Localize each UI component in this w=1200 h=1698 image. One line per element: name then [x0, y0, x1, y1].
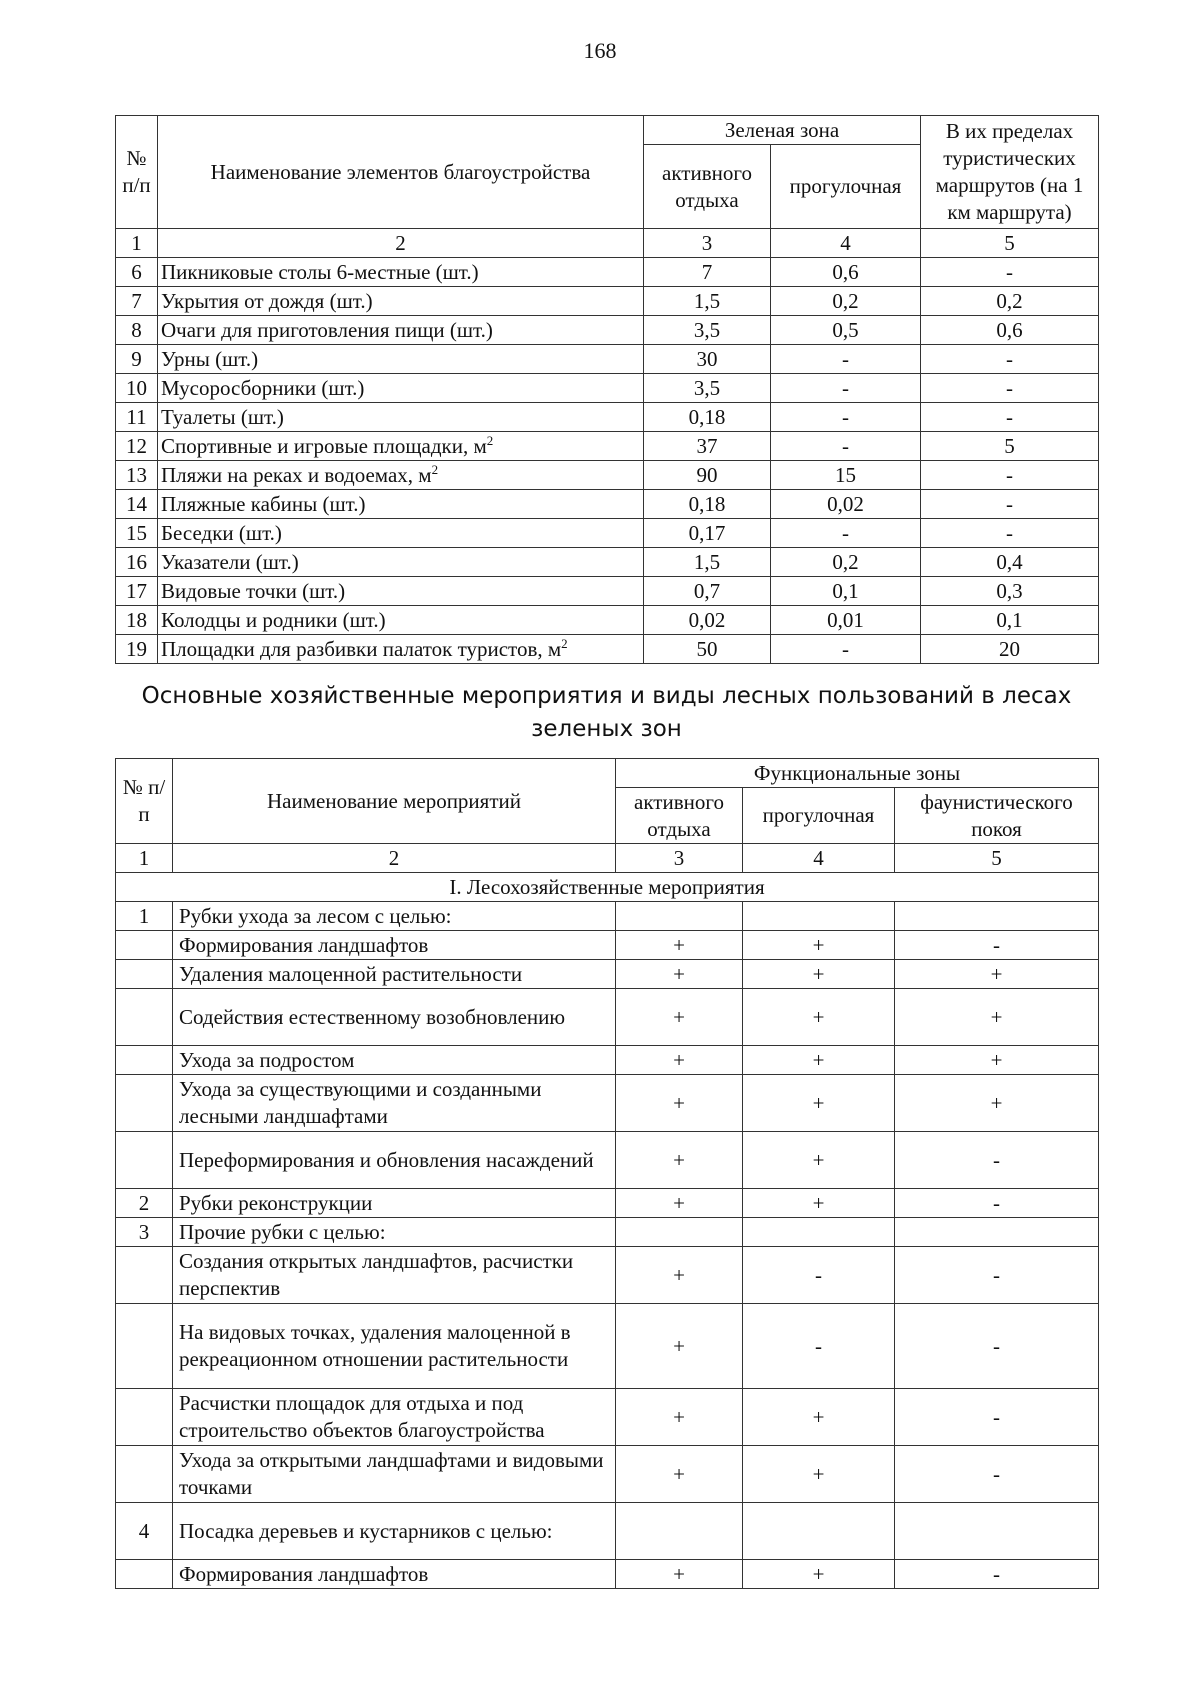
col-number: 1 — [116, 844, 173, 873]
row-routes: - — [921, 519, 1099, 548]
table-row — [116, 577, 1099, 606]
row-active: + — [616, 1446, 743, 1503]
row-name-text: Укрытия от дождя (шт.) — [161, 288, 373, 313]
row-walking — [743, 902, 895, 931]
row-name: На видовых точках, удаления малоценной в рекреационном отношении растительности — [173, 1304, 616, 1389]
row-name — [158, 316, 644, 345]
row-faunal: - — [895, 1560, 1099, 1589]
row-active: 0,18 — [644, 403, 771, 432]
row-walking: 0,5 — [771, 316, 921, 345]
row-walking: + — [743, 1446, 895, 1503]
row-number: 2 — [116, 1189, 173, 1218]
row-name: Рубки реконструкции — [173, 1189, 616, 1218]
row-number: 9 — [116, 345, 158, 374]
row-active: 3,5 — [644, 316, 771, 345]
row-active: + — [616, 1560, 743, 1589]
row-walking: 0,02 — [771, 490, 921, 519]
header-name: Наименование мероприятий — [173, 759, 616, 844]
row-name — [158, 606, 644, 635]
row-walking: + — [743, 1189, 895, 1218]
row-name — [158, 287, 644, 316]
row-walking: + — [743, 1075, 895, 1132]
row-number — [116, 1075, 173, 1132]
row-routes: 5 — [921, 432, 1099, 461]
row-active: 0,02 — [644, 606, 771, 635]
row-faunal: - — [895, 931, 1099, 960]
table-row — [116, 1247, 1099, 1304]
table-row — [116, 258, 1099, 287]
row-faunal: + — [895, 989, 1099, 1046]
header-name: Наименование элементов благоустройства — [158, 116, 644, 229]
row-walking: + — [743, 989, 895, 1046]
row-faunal: - — [895, 1389, 1099, 1446]
table-row — [116, 403, 1099, 432]
header-walking: прогулочная — [743, 788, 895, 844]
row-name-text: Указатели (шт.) — [161, 549, 299, 574]
row-active: + — [616, 1304, 743, 1389]
row-number — [116, 989, 173, 1046]
row-active: 90 — [644, 461, 771, 490]
row-name: Содействия естественному возобновлению — [173, 989, 616, 1046]
header-faunal: фаунистического покоя — [895, 788, 1099, 844]
section-row — [116, 873, 1099, 902]
row-faunal: - — [895, 1132, 1099, 1189]
table-row — [116, 1132, 1099, 1189]
table-row — [116, 1218, 1099, 1247]
row-active — [616, 1503, 743, 1560]
row-faunal — [895, 1218, 1099, 1247]
row-name-text: Мусоросборники (шт.) — [161, 375, 365, 400]
row-number: 16 — [116, 548, 158, 577]
row-faunal: - — [895, 1304, 1099, 1389]
row-routes: - — [921, 461, 1099, 490]
row-active: 37 — [644, 432, 771, 461]
row-faunal: + — [895, 960, 1099, 989]
section-title: Основные хозяйственные мероприятия и виды лесных пользований в лесах зеленых зон — [141, 683, 1072, 742]
row-name — [158, 258, 644, 287]
row-number — [116, 931, 173, 960]
row-faunal: - — [895, 1189, 1099, 1218]
row-walking: - — [771, 635, 921, 664]
row-number — [116, 1247, 173, 1304]
row-name-text: Урны (шт.) — [161, 346, 259, 371]
row-number: 18 — [116, 606, 158, 635]
row-active: 1,5 — [644, 287, 771, 316]
row-number: 13 — [116, 461, 158, 490]
row-active: + — [616, 989, 743, 1046]
row-routes: - — [921, 490, 1099, 519]
table-row — [116, 548, 1099, 577]
table-row — [116, 432, 1099, 461]
row-faunal: - — [895, 1446, 1099, 1503]
col-number: 1 — [116, 229, 158, 258]
row-walking: + — [743, 1132, 895, 1189]
row-routes: 0,4 — [921, 548, 1099, 577]
row-number: 12 — [116, 432, 158, 461]
row-name: Удаления малоценной растительности — [173, 960, 616, 989]
row-walking: + — [743, 1389, 895, 1446]
col-number: 4 — [743, 844, 895, 873]
table-row — [116, 1189, 1099, 1218]
row-active: + — [616, 1075, 743, 1132]
row-name-sup: 2 — [486, 432, 494, 448]
row-walking: + — [743, 1560, 895, 1589]
row-active: + — [616, 1247, 743, 1304]
row-active: + — [616, 1189, 743, 1218]
header-active: активного отдыха — [616, 788, 743, 844]
row-routes: 20 — [921, 635, 1099, 664]
activities-table — [115, 758, 1099, 1589]
row-name — [158, 548, 644, 577]
table-row — [116, 461, 1099, 490]
row-walking: - — [743, 1247, 895, 1304]
row-number — [116, 1446, 173, 1503]
header-walking: прогулочная — [771, 145, 921, 229]
row-name — [158, 374, 644, 403]
section-heading: I. Лесохозяйственные мероприятия — [116, 873, 1099, 902]
row-walking: 0,6 — [771, 258, 921, 287]
row-routes: 0,1 — [921, 606, 1099, 635]
col-number: 3 — [616, 844, 743, 873]
row-name: Формирования ландшафтов — [173, 931, 616, 960]
row-number: 3 — [116, 1218, 173, 1247]
col-number: 5 — [921, 229, 1099, 258]
row-name-text: Беседки (шт.) — [161, 520, 282, 545]
table-row — [116, 989, 1099, 1046]
row-number: 8 — [116, 316, 158, 345]
row-name: Ухода за открытыми ландшафтами и видовыми точками — [173, 1446, 616, 1503]
row-number: 1 — [116, 902, 173, 931]
row-name-text: Спортивные и игровые площадки, м — [161, 433, 487, 458]
row-name — [158, 432, 644, 461]
row-walking — [743, 1218, 895, 1247]
row-active: 0,18 — [644, 490, 771, 519]
row-name: Переформирования и обновления насаждений — [173, 1132, 616, 1189]
header-num: № п/п — [116, 116, 158, 229]
row-number — [116, 960, 173, 989]
row-active: + — [616, 931, 743, 960]
row-routes: - — [921, 258, 1099, 287]
row-name: Ухода за существующими и созданными лесными ландшафтами — [173, 1075, 616, 1132]
row-name-text: Колодцы и родники (шт.) — [161, 607, 386, 632]
amenities-table — [115, 115, 1099, 664]
row-name: Рубки ухода за лесом с целью: — [173, 902, 616, 931]
row-walking: 0,2 — [771, 548, 921, 577]
row-name-text: Пикниковые столы 6-местные (шт.) — [161, 259, 479, 284]
row-number: 10 — [116, 374, 158, 403]
table-row — [116, 1503, 1099, 1560]
row-active: 30 — [644, 345, 771, 374]
header-routes: В их пределах туристических маршрутов (на 1 км маршрута) — [921, 116, 1099, 229]
row-routes: 0,2 — [921, 287, 1099, 316]
row-active: 7 — [644, 258, 771, 287]
row-active — [616, 902, 743, 931]
table-row — [116, 635, 1099, 664]
table-row — [116, 519, 1099, 548]
table-row — [116, 931, 1099, 960]
col-number: 5 — [895, 844, 1099, 873]
col-number: 3 — [644, 229, 771, 258]
row-name — [158, 403, 644, 432]
col-number: 2 — [173, 844, 616, 873]
row-faunal — [895, 1503, 1099, 1560]
row-name: Расчистки площадок для отдыха и под строительство объектов благоустройства — [173, 1389, 616, 1446]
row-faunal: - — [895, 1247, 1099, 1304]
table-row — [116, 606, 1099, 635]
row-name: Формирования ландшафтов — [173, 1560, 616, 1589]
row-number: 7 — [116, 287, 158, 316]
row-number: 17 — [116, 577, 158, 606]
row-walking: - — [771, 345, 921, 374]
row-walking: 15 — [771, 461, 921, 490]
row-walking: + — [743, 931, 895, 960]
row-faunal: + — [895, 1046, 1099, 1075]
table-row — [116, 1304, 1099, 1389]
header-functional-zones: Функциональные зоны — [616, 759, 1099, 788]
row-routes: 0,6 — [921, 316, 1099, 345]
row-active: 50 — [644, 635, 771, 664]
row-number — [116, 1046, 173, 1075]
table-row — [116, 960, 1099, 989]
page-number: 168 — [583, 38, 617, 63]
row-name: Прочие рубки с целью: — [173, 1218, 616, 1247]
col-number: 2 — [158, 229, 644, 258]
row-number: 19 — [116, 635, 158, 664]
table-row — [116, 374, 1099, 403]
table-row — [116, 345, 1099, 374]
table-row — [116, 902, 1099, 931]
row-walking: - — [771, 403, 921, 432]
row-walking: 0,1 — [771, 577, 921, 606]
row-name-sup: 2 — [561, 635, 568, 651]
row-name-text: Туалеты (шт.) — [161, 404, 284, 429]
row-name-sup: 2 — [431, 461, 439, 477]
table-row — [116, 1046, 1099, 1075]
row-active: 0,17 — [644, 519, 771, 548]
header-active: активного отдыха — [644, 145, 771, 229]
row-name — [158, 461, 644, 490]
table-row — [116, 1560, 1099, 1589]
row-walking: + — [743, 1046, 895, 1075]
row-name-text: Пляжные кабины (шт.) — [161, 491, 366, 516]
row-routes: - — [921, 345, 1099, 374]
table-row — [116, 1075, 1099, 1132]
row-name-text: Площадки для разбивки палаток туристов, м — [161, 636, 562, 661]
row-walking: - — [771, 519, 921, 548]
table-row — [116, 1389, 1099, 1446]
row-active: + — [616, 1132, 743, 1189]
row-active: + — [616, 960, 743, 989]
row-name: Ухода за подростом — [173, 1046, 616, 1075]
row-walking: 0,01 — [771, 606, 921, 635]
row-faunal — [895, 902, 1099, 931]
row-active: 0,7 — [644, 577, 771, 606]
row-name — [158, 577, 644, 606]
row-active — [616, 1218, 743, 1247]
row-routes: 0,3 — [921, 577, 1099, 606]
row-routes: - — [921, 403, 1099, 432]
row-number: 11 — [116, 403, 158, 432]
row-name — [158, 519, 644, 548]
row-name-text: Видовые точки (шт.) — [161, 578, 346, 603]
row-faunal: + — [895, 1075, 1099, 1132]
table-row — [116, 316, 1099, 345]
column-numbers-row — [116, 229, 1099, 258]
row-walking: - — [771, 374, 921, 403]
row-walking: - — [743, 1304, 895, 1389]
row-number — [116, 1389, 173, 1446]
row-number — [116, 1304, 173, 1389]
row-active: + — [616, 1389, 743, 1446]
row-name: Создания открытых ландшафтов, расчистки перспектив — [173, 1247, 616, 1304]
header-green-zone: Зеленая зона — [644, 116, 921, 145]
table-row — [116, 1446, 1099, 1503]
row-name — [158, 345, 644, 374]
row-walking: - — [771, 432, 921, 461]
header-num: № п/п — [116, 759, 173, 844]
row-active: + — [616, 1046, 743, 1075]
row-name — [158, 635, 644, 664]
row-number: 6 — [116, 258, 158, 287]
row-walking: + — [743, 960, 895, 989]
row-name — [158, 490, 644, 519]
row-walking: 0,2 — [771, 287, 921, 316]
row-number: 14 — [116, 490, 158, 519]
row-active: 3,5 — [644, 374, 771, 403]
table-row — [116, 287, 1099, 316]
row-number — [116, 1132, 173, 1189]
row-name-text: Очаги для приготовления пищи (шт.) — [161, 317, 493, 342]
row-walking — [743, 1503, 895, 1560]
row-number — [116, 1560, 173, 1589]
row-number: 15 — [116, 519, 158, 548]
row-routes: - — [921, 374, 1099, 403]
table-row — [116, 490, 1099, 519]
column-numbers-row — [116, 844, 1099, 873]
row-name: Посадка деревьев и кустарников с целью: — [173, 1503, 616, 1560]
row-active: 1,5 — [644, 548, 771, 577]
row-name-text: Пляжи на реках и водоемах, м — [161, 462, 432, 487]
col-number: 4 — [771, 229, 921, 258]
row-number: 4 — [116, 1503, 173, 1560]
